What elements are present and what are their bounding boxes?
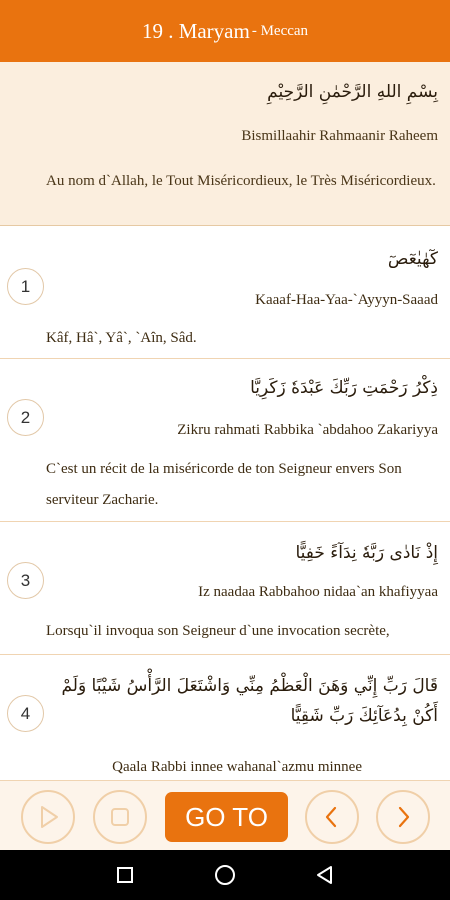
system-navigation-bar [0, 850, 450, 900]
playback-controls [0, 780, 450, 850]
verse-transliteration: Iz naadaa Rabbahoo nidaa`an khafiyyaa [198, 584, 438, 600]
verse-transliteration: Kaaaf-Haa-Yaa-`Ayyyn-Saaad [255, 292, 438, 308]
basmala-arabic: بِسْمِ اللهِ الرَّحْمٰنِ الرَّحِيْمِ [267, 82, 438, 102]
back-triangle-icon [315, 865, 335, 885]
home-button[interactable] [210, 860, 240, 890]
verse-translation: Kâf, Hâ`, Yâ`, `Aîn, Sâd. [46, 330, 197, 346]
verse-translation: C`est un récit de la miséricorde de ton Seigneur envers Son serviteur Zacharie. [46, 461, 402, 508]
verse-translation: Lorsqu`il invoqua son Seigneur d`une invocation secrète, [46, 623, 390, 639]
verse-item[interactable] [0, 655, 450, 780]
verse-arabic: قَالَ رَبِّ إِنِّي وَهَنَ الْعَظْمُ مِنِّي وَاشْتَعَلَ الرَّأْسُ شَيْبًا وَلَمْ أَكُنْ بِدُعَآئِكَ رَبِّ شَقِيًّا [61, 676, 438, 726]
circle-icon [214, 864, 236, 886]
recent-apps-button[interactable] [110, 860, 140, 890]
stop-button[interactable] [93, 790, 147, 844]
verse-transliteration: Qaala Rabbi innee wahanal`azmu minnee [112, 759, 362, 775]
verse-transliteration: Zikru rahmati Rabbika `abdahoo Zakariyya [177, 422, 438, 438]
surah-title: 19 . Maryam [141, 18, 250, 43]
previous-button[interactable] [305, 790, 359, 844]
verse-item[interactable] [0, 522, 450, 655]
verse-item[interactable] [0, 359, 450, 522]
next-button[interactable] [376, 790, 430, 844]
verse-arabic: إِذْ نَادٰى رَبَّهٗ نِدَآءً خَفِيًّا [295, 543, 438, 563]
verse-item[interactable] [0, 226, 450, 359]
play-button[interactable] [21, 790, 75, 844]
app-header [0, 0, 450, 62]
basmala-translation: Au nom d`Allah, le Tout Miséricordieux, le Très Miséricordieux. [46, 173, 436, 189]
verse-number-badge: 4 [7, 695, 44, 732]
stop-icon [109, 806, 131, 828]
chevron-right-icon [391, 805, 415, 829]
verse-arabic: ذِكْرُ رَحْمَتِ رَبِّكَ عَبْدَهٗ زَكَرِيَّا [250, 378, 438, 398]
play-icon [35, 804, 61, 830]
goto-button[interactable]: GO TO [165, 792, 288, 842]
verse-number-badge: 2 [7, 399, 44, 436]
chevron-left-icon [320, 805, 344, 829]
basmala-card [0, 62, 450, 226]
basmala-transliteration: Bismillaahir Rahmaanir Raheem [241, 128, 438, 144]
surah-origin: - Meccan [251, 22, 309, 39]
verse-number-badge: 3 [7, 562, 44, 599]
back-button[interactable] [310, 860, 340, 890]
square-icon [116, 866, 134, 884]
verse-number-badge: 1 [7, 268, 44, 305]
verse-arabic: كٓهٰيٰعٓصٓ [387, 249, 438, 269]
